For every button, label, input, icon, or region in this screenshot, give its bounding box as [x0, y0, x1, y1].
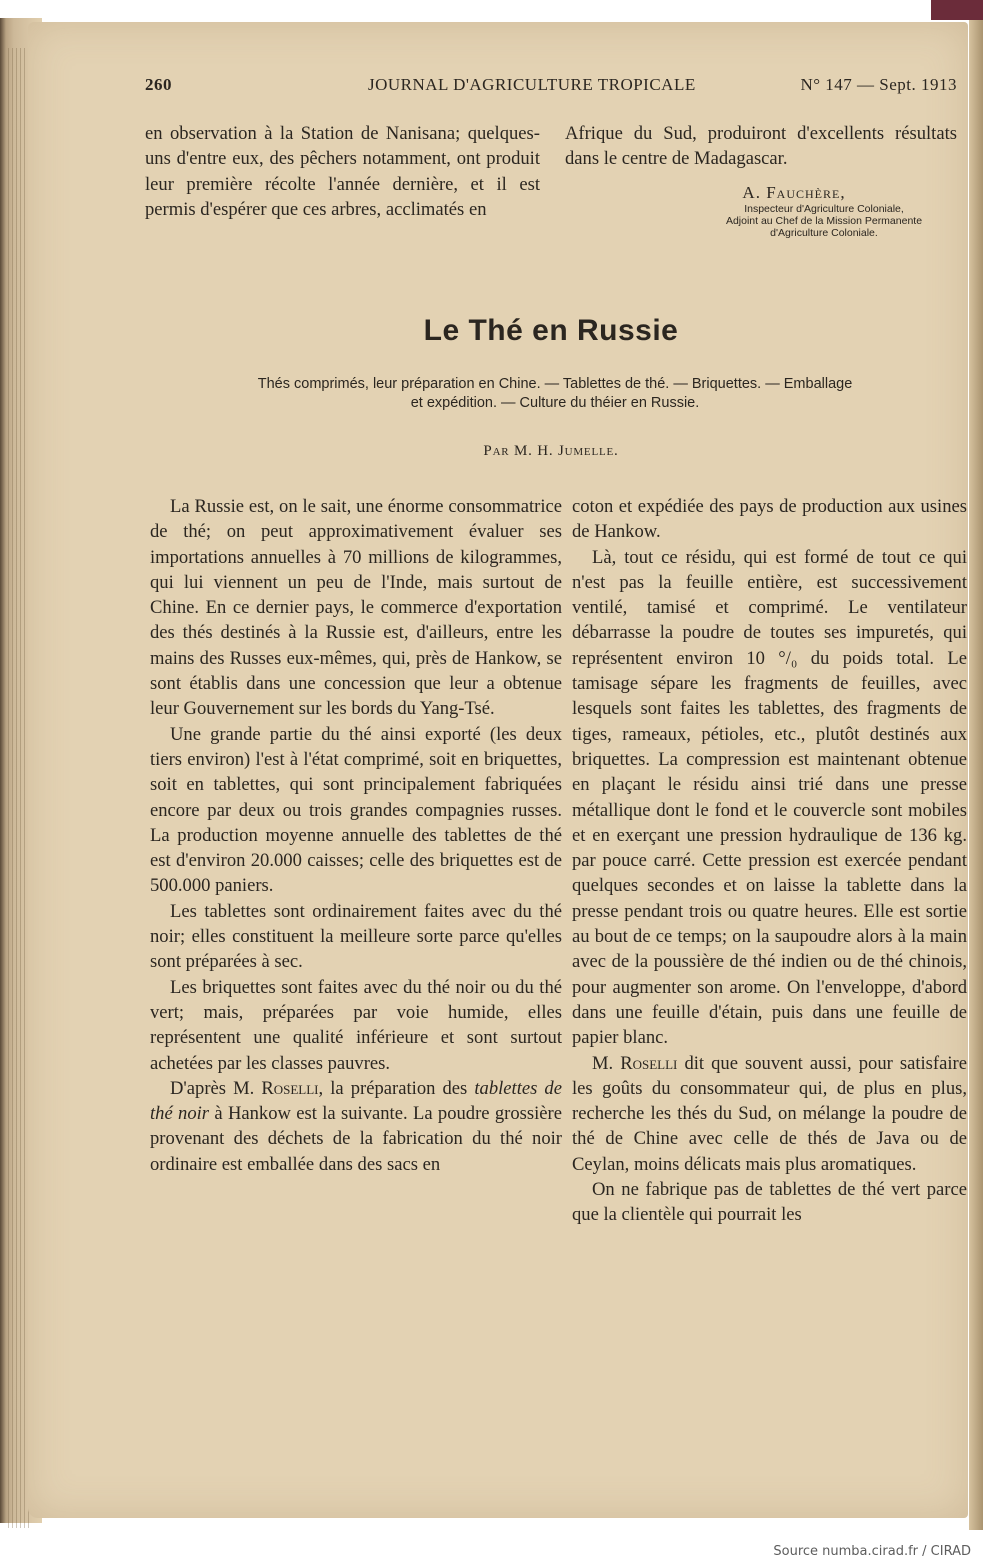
- article-left-column: [150, 494, 562, 1177]
- book-cover-corner: [931, 0, 983, 20]
- paragraph: Là, tout ce résidu, qui est formé de tout ce qui n'est pas la feuille entière, est successivement ventilé, tamisé et comprimé. Le ventilateur débarrasse la poudre de toutes ses impuretés, qui représentent environ 10 °/₀ du poids total. Le tamisage sépare les fragments de feuilles, avec lesquels sont faites les tablettes, des fragments de tiges, rameaux, pétioles, etc., plutôt destinés aux briquettes. La compression est maintenant obtenue en plaçant le résidu ainsi trié dans une presse métallique dont le fond et le couvercle sont mobiles et en exerçant une pression hydraulique de 136 kg. par pouce carré. Cette pression est exercée pendant quelques secondes et on laisse la tablette dans la presse pendant trois ou quatre heures. Elle est sortie au bout de ce temps; on la saupoudre alors à la main avec de la poussière de thé indien ou de thé chinois, pour augmenter son arome. On l'enveloppe, d'abord dans une feuille d'étain, puis dans une feuille de papier blanc.: [572, 546, 967, 1049]
- paragraph: Une grande partie du thé ainsi exporté (les deux tiers environ) l'est à l'état comprimé, soit en briquettes, soit en tablettes, qui sont principalement fabriquées encore par deux ou trois grandes compagnies russes. La production moyenne annuelle des tablettes de thé est d'environ 20.000 caisses; celle des briquettes est de 500.000 paniers.: [150, 723, 562, 897]
- article-right-column: [572, 494, 967, 1228]
- text-run: D'après M.: [170, 1077, 262, 1099]
- article-subtitle-line-1: Thés comprimés, leur préparation en Chine. — Tablettes de thé. — Briquettes. — Emballage: [257, 376, 853, 392]
- text-run: dit que souvent aussi, pour satisfaire les goûts du consommateur qui, de plus en plus, recherche les thés du Sud, on mélange la poudre de thé de Chine avec celle de thés de Java ou de Ceylan, moins délicats mais plus aromatiques.: [572, 1052, 967, 1175]
- page-right-edge: [969, 20, 983, 1530]
- signature-name: A. Fauchère,: [742, 183, 846, 202]
- signature-block: [690, 183, 958, 239]
- person-name: Roselli: [261, 1077, 319, 1099]
- issue-number: N° 147 — Sept. 1913: [800, 75, 957, 94]
- person-name: Roselli: [620, 1052, 678, 1074]
- article-subtitle: [160, 375, 950, 413]
- text-run: M.: [592, 1052, 621, 1074]
- signature-title-2: Adjoint au Chef de la Mission Permanente: [725, 215, 923, 227]
- text-run: , la préparation des: [318, 1077, 475, 1099]
- paragraph: [572, 1051, 967, 1177]
- text-run: à Hankow est la suivante. La poudre grossière provenant des déchets de la fabrication du thé noir ordinaire est emballée dans des sacs en: [150, 1103, 562, 1175]
- previous-article-left-column: [145, 121, 540, 222]
- paragraph: [150, 1076, 562, 1177]
- paragraph: Les briquettes sont faites avec du thé noir ou du thé vert; mais, préparées par voie humide, elles représentent une qualité inférieure et sont surtout achetées par les classes pauvres.: [150, 976, 562, 1074]
- page-number: 260: [145, 75, 172, 94]
- source-credit: Source numba.cirad.fr / CIRAD: [773, 1544, 971, 1559]
- journal-title: JOURNAL D'AGRICULTURE TROPICALE: [368, 75, 696, 94]
- signature-title-1: Inspecteur d'Agriculture Coloniale,: [744, 203, 904, 215]
- article-author: Par M. H. Jumelle.: [483, 443, 619, 459]
- previous-article-text-left: en observation à la Station de Nanisana; quelques-uns d'entre eux, des pêchers notamment, ont produit leur première récolte l'année dernière, et il est permis d'espérer que ces arbres, acclimatés en: [145, 123, 540, 220]
- previous-article-text-right: Afrique du Sud, produiront d'excellents résultats dans le centre de Madagascar.: [565, 123, 957, 170]
- article-title: Le Thé en Russie: [423, 314, 679, 347]
- paragraph: La Russie est, on le sait, une énorme consommatrice de thé; on peut approximativement évaluer ses importations annuelles à 70 millions de kilogrammes, qui lui viennent un peu de l'Inde, mais surtout de Chine. En ce dernier pays, le commerce d'exportation des thés destinés à la Russie est, d'ailleurs, entre les mains des Russes eux-mêmes, qui, près de Hankow, se sont établis dans une concession que leur a obtenue leur Gouvernement sur les bords du Yang-Tsé.: [150, 496, 562, 720]
- paragraph: coton et expédiée des pays de production aux usines de Hankow.: [572, 496, 967, 543]
- signature-title-3: d'Agriculture Coloniale.: [770, 227, 878, 239]
- article-subtitle-line-2: et expédition. — Culture du théier en Russie.: [410, 395, 700, 411]
- paragraph: Les tablettes sont ordinairement faites avec du thé noir; elles constituent la meilleure sorte parce qu'elles sont préparées à sec.: [150, 900, 562, 973]
- paragraph: On ne fabrique pas de tablettes de thé vert parce que la clientèle qui pourrait les: [572, 1179, 967, 1226]
- italic-term: tablettes de thé noir: [150, 1077, 562, 1125]
- previous-article-right-column: [565, 121, 957, 172]
- running-header: [145, 75, 957, 97]
